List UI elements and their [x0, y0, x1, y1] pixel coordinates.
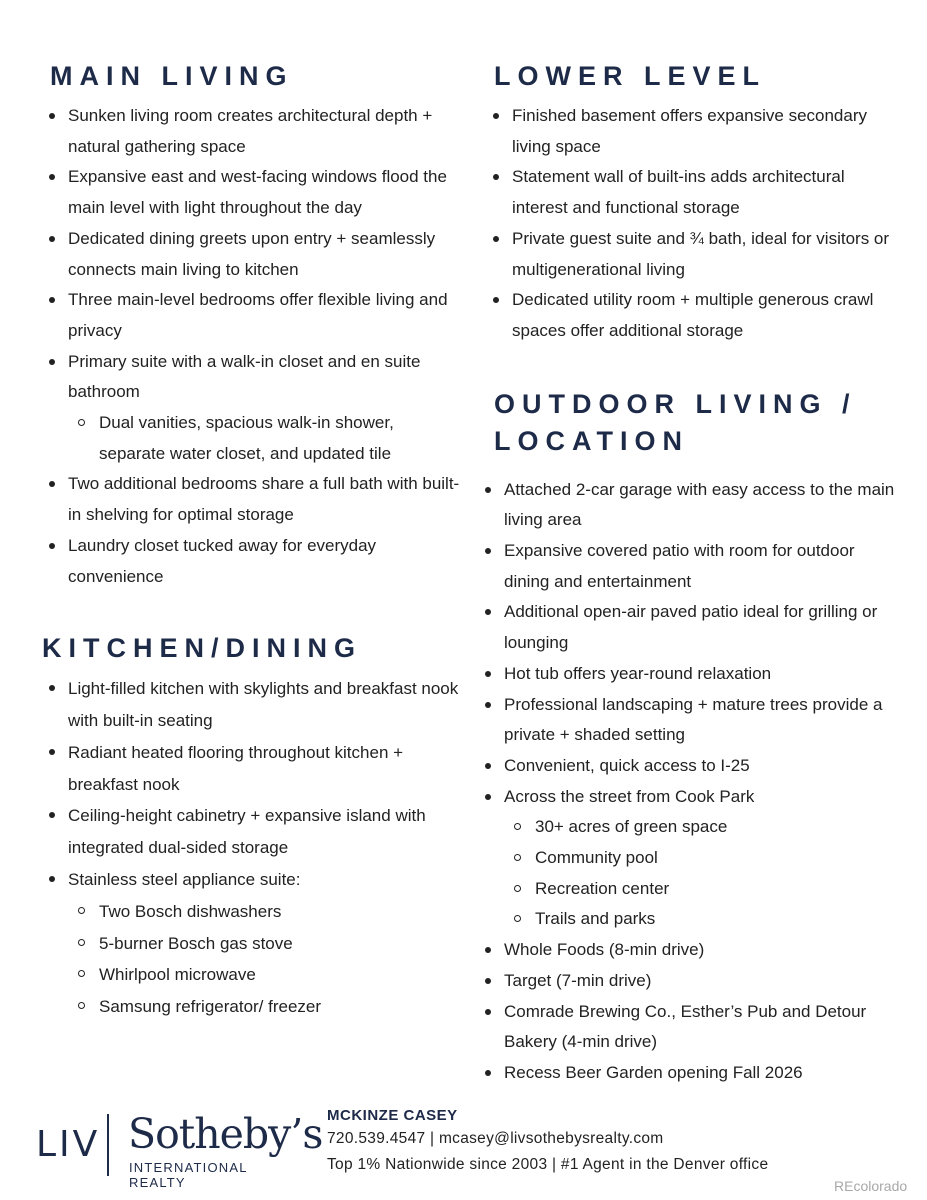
- list-item: Stainless steel appliance suite:: [40, 864, 460, 896]
- list-item: Professional landscaping + mature trees provide a private + shaded setting: [484, 690, 904, 751]
- list-item: Laundry closet tucked away for everyday convenience: [40, 531, 460, 592]
- left-column: [40, 58, 460, 1023]
- list-item: Attached 2-car garage with easy access to the main living area: [484, 475, 904, 536]
- sub-list-item: Whirlpool microwave: [40, 959, 460, 991]
- agent-info: [327, 1105, 847, 1178]
- right-column: [484, 58, 904, 1089]
- main-living-list: [40, 101, 460, 592]
- sub-list-item: Trails and parks: [484, 904, 904, 935]
- list-item: Recess Beer Garden opening Fall 2026: [484, 1058, 904, 1089]
- list-item: Expansive east and west-facing windows flood the main level with light throughout the day: [40, 162, 460, 223]
- sub-list-item: Two Bosch dishwashers: [40, 896, 460, 928]
- list-item: Three main-level bedrooms offer flexible living and privacy: [40, 285, 460, 346]
- list-item: Comrade Brewing Co., Esther’s Pub and Detour Bakery (4-min drive): [484, 997, 904, 1058]
- list-item: Additional open-air paved patio ideal for grilling or lounging: [484, 597, 904, 658]
- list-item: Light-filled kitchen with skylights and breakfast nook with built-in seating: [40, 673, 460, 737]
- outdoor-heading-line2: LOCATION: [494, 425, 689, 456]
- list-item: Two additional bedrooms share a full bath with built-in shelving for optimal storage: [40, 469, 460, 530]
- list-item: Target (7-min drive): [484, 966, 904, 997]
- kitchen-dining-section: [40, 630, 460, 1023]
- sub-list-item: Recreation center: [484, 874, 904, 905]
- brokerage-logo: [36, 1110, 323, 1190]
- outdoor-location-section: [484, 386, 904, 1089]
- outdoor-location-heading: [484, 386, 904, 460]
- agent-tagline: Top 1% Nationwide since 2003 | #1 Agent in the Denver office: [327, 1156, 769, 1173]
- list-item: Hot tub offers year-round relaxation: [484, 659, 904, 690]
- logo-liv-text: LIV: [36, 1124, 101, 1165]
- outdoor-location-list: [484, 475, 904, 1089]
- lower-level-heading: LOWER LEVEL: [494, 61, 766, 91]
- list-item: Primary suite with a walk-in closet and en suite bathroom: [40, 347, 460, 408]
- list-item: Statement wall of built-ins adds architectural interest and functional storage: [484, 162, 904, 223]
- lower-level-section: [484, 58, 904, 347]
- list-item: Finished basement offers expansive secondary living space: [484, 101, 904, 162]
- logo-subtitle: INTERNATIONAL REALTY: [129, 1160, 248, 1190]
- list-item: Private guest suite and ¾ bath, ideal for visitors or multigenerational living: [484, 224, 904, 285]
- logo-brand-text: Sotheby’s: [128, 1110, 323, 1158]
- watermark: REcolorado: [834, 1178, 908, 1194]
- main-living-section: [40, 58, 460, 592]
- sub-list-item: 30+ acres of green space: [484, 812, 904, 843]
- sub-list-item: Dual vanities, spacious walk-in shower, separate water closet, and updated tile: [40, 408, 460, 469]
- list-item: Convenient, quick access to I-25: [484, 751, 904, 782]
- kitchen-dining-list: [40, 673, 460, 1023]
- lower-level-list: [484, 101, 904, 347]
- list-item: Expansive covered patio with room for outdoor dining and entertainment: [484, 536, 904, 597]
- list-item: Whole Foods (8-min drive): [484, 935, 904, 966]
- list-item: Across the street from Cook Park: [484, 782, 904, 813]
- list-item: Dedicated utility room + multiple generous crawl spaces offer additional storage: [484, 285, 904, 346]
- list-item: Dedicated dining greets upon entry + seamlessly connects main living to kitchen: [40, 224, 460, 285]
- sub-list-item: 5-burner Bosch gas stove: [40, 928, 460, 960]
- outdoor-heading-line1: OUTDOOR LIVING /: [494, 388, 857, 419]
- logo-divider: [107, 1114, 109, 1176]
- agent-name: MCKINZE CASEY: [327, 1107, 458, 1124]
- kitchen-dining-heading: KITCHEN/DINING: [42, 633, 362, 664]
- list-item: Radiant heated flooring throughout kitchen + breakfast nook: [40, 737, 460, 801]
- list-item: Ceiling-height cabinetry + expansive island with integrated dual-sided storage: [40, 800, 460, 864]
- sub-list-item: Samsung refrigerator/ freezer: [40, 991, 460, 1023]
- agent-contact: 720.539.4547 | mcasey@livsothebysrealty.com: [327, 1130, 664, 1147]
- main-living-heading: MAIN LIVING: [50, 61, 294, 91]
- sub-list-item: Community pool: [484, 843, 904, 874]
- list-item: Sunken living room creates architectural depth + natural gathering space: [40, 101, 460, 162]
